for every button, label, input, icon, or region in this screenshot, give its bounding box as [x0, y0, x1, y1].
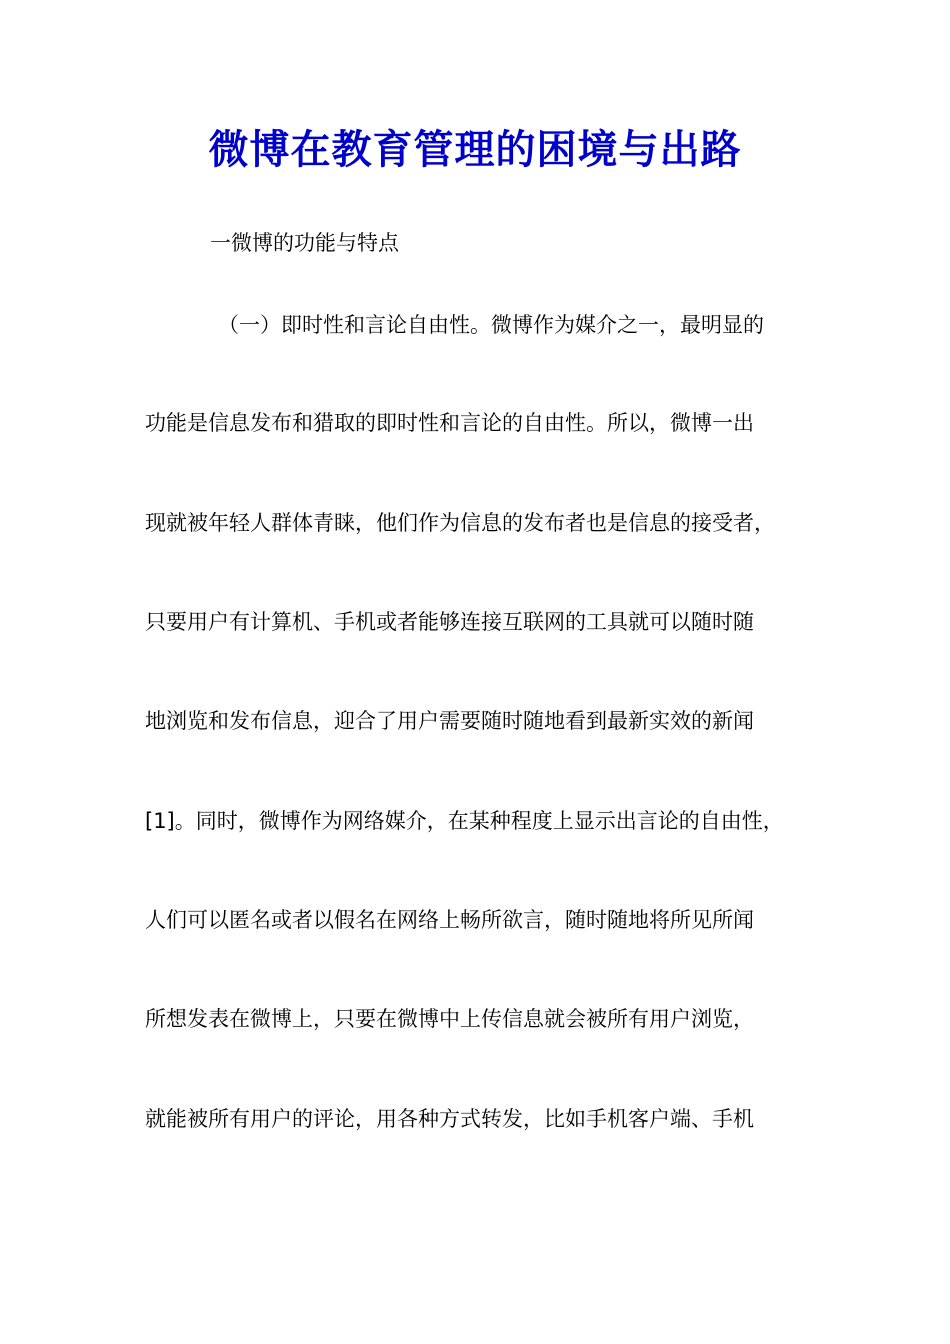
paragraph-line-4: 只要用户有计算机、手机或者能够连接互联网的工具就可以随时随 [145, 610, 754, 634]
paragraph-line-3: 现就被年轻人群体青睐，他们作为信息的发布者也是信息的接受者， [145, 511, 775, 535]
paragraph-line-5: 地浏览和发布信息，迎合了用户需要随时随地看到最新实效的新闻 [145, 709, 754, 733]
paragraph-line-9: 就能被所有用户的评论，用各种方式转发，比如手机客户端、手机 [145, 1107, 754, 1131]
paragraph-line-2: 功能是信息发布和猎取的即时性和言论的自由性。所以，微博一出 [145, 411, 754, 435]
document-title: 微博在教育管理的困境与出路 [208, 126, 742, 173]
paragraph-line-6: [1]。同时，微博作为网络媒介，在某种程度上显示出言论的自由性， [145, 809, 784, 833]
paragraph-line-8: 所想发表在微博上，只要在微博中上传信息就会被所有用户浏览， [145, 1007, 754, 1031]
paragraph-line-7: 人们可以匿名或者以假名在网络上畅所欲言，随时随地将所见所闻 [145, 908, 754, 932]
section-heading: 一微博的功能与特点 [210, 231, 399, 255]
paragraph-line-1: （一）即时性和言论自由性。微博作为媒介之一，最明显的 [218, 313, 764, 337]
